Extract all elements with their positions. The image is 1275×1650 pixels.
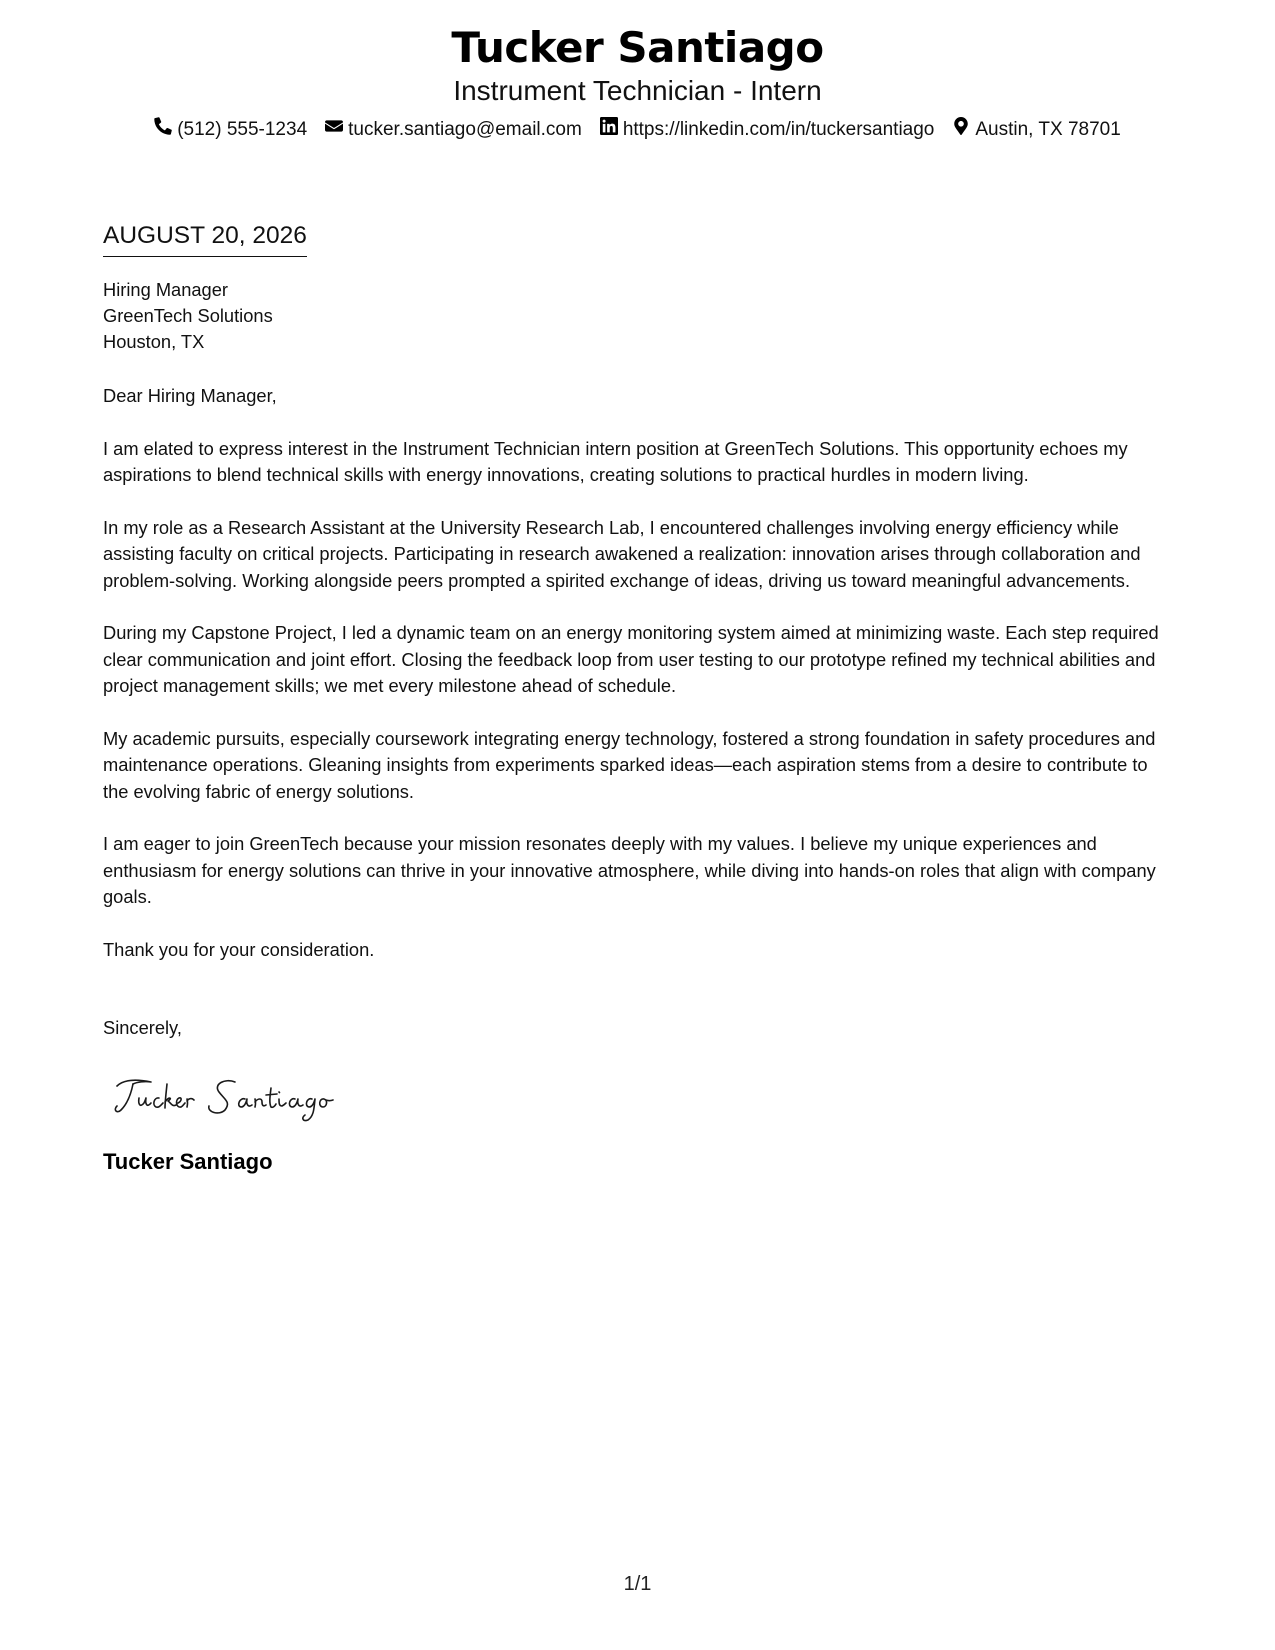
letter-header	[0, 22, 1275, 142]
recipient-company: GreenTech Solutions	[103, 305, 273, 326]
paragraph-research: In my role as a Research Assistant at the University Research Lab, I encountered challenges involving energy efficiency while assisting faculty on critical projects. Participating in research awakened a realization: innovation arises through collaboration and problem-solving. Working alongside peers prompted a spirited exchange of ideas, driving us toward meaningful advancements.	[103, 516, 1141, 591]
contact-phone	[154, 117, 307, 142]
contact-email	[325, 117, 582, 142]
linkedin-link[interactable]: https://linkedin.com/in/tuckersantiago	[622, 118, 935, 140]
recipient-block	[103, 277, 1173, 355]
map-pin-icon	[952, 117, 970, 142]
contact-location	[952, 117, 1120, 142]
contact-linkedin	[600, 117, 935, 142]
phone-text: (512) 555-1234	[177, 118, 308, 140]
recipient-title: Hiring Manager	[103, 279, 228, 300]
applicant-name: Tucker Santiago	[451, 23, 824, 72]
paragraph-academics: My academic pursuits, especially coursework integrating energy technology, fostered a strong foundation in safety procedures and maintenance operations. Gleaning insights from experiments sparked ideas—each aspiration stems from a desire to contribute to the evolving fabric of energy solutions.	[103, 727, 1156, 802]
linkedin-icon	[600, 117, 618, 142]
paragraph-intro: I am elated to express interest in the Instrument Technician intern position at GreenTech Solutions. This opportunity echoes my aspirations to blend technical skills with energy innovations, creating solutions to practical hurdles in modern living.	[103, 437, 1128, 485]
email-link[interactable]: tucker.santiago@email.com	[348, 118, 582, 140]
contact-bar	[0, 117, 1275, 142]
paragraph-capstone: During my Capstone Project, I led a dynamic team on an energy monitoring system aimed at minimizing waste. Each step required clear communication and joint effort. Closing the feedback loop from user testing to our prototype refined my technical abilities and project management skills; we met every milestone ahead of schedule.	[103, 622, 1159, 696]
handwritten-signature	[111, 1070, 371, 1126]
phone-icon	[154, 117, 172, 142]
closing-line: Sincerely,	[103, 1017, 182, 1038]
page-number: 1/1	[623, 1573, 652, 1595]
letter-date: AUGUST 20, 2026	[103, 222, 307, 249]
location-text: Austin, TX 78701	[975, 118, 1121, 140]
signature-image	[111, 1070, 371, 1126]
recipient-location: Houston, TX	[103, 331, 205, 352]
envelope-icon	[325, 117, 343, 142]
thanks-line: Thank you for your consideration.	[103, 938, 375, 960]
salutation: Dear Hiring Manager,	[103, 385, 277, 406]
date-block	[103, 220, 307, 257]
applicant-role: Instrument Technician - Intern	[453, 75, 822, 106]
paragraph-motivation: I am eager to join GreenTech because your mission resonates deeply with my values. I believe my unique experiences and enthusiasm for energy solutions can thrive in your innovative atmosphere, while diving into hands-on roles that align with company goals.	[103, 833, 1156, 907]
letter-body	[103, 220, 1173, 1176]
signed-name: Tucker Santiago	[103, 1148, 273, 1174]
